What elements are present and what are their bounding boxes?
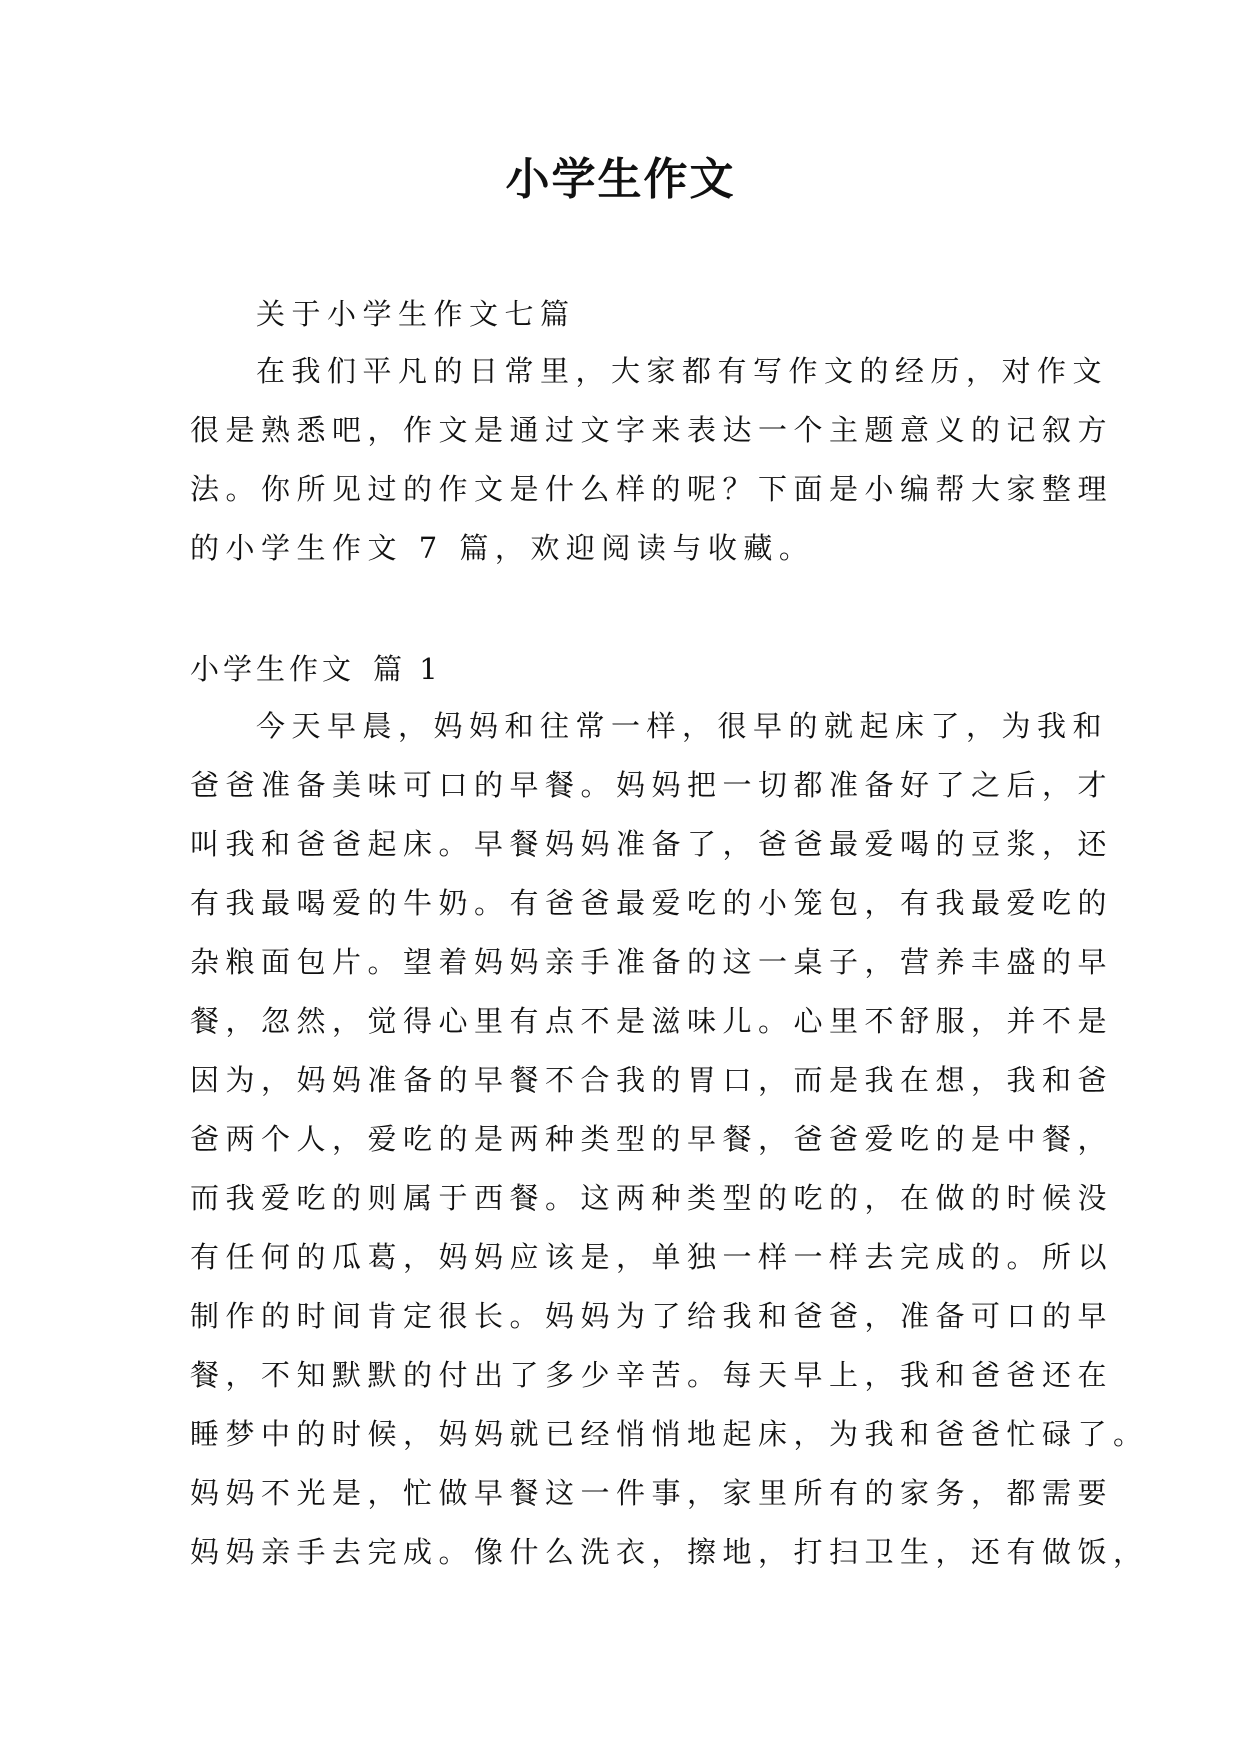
intro-line: 在我们平凡的日常里，大家都有写作文的经历，对作文 — [256, 354, 1109, 388]
document-subtitle: 关于小学生作文七篇 — [256, 297, 576, 331]
section-heading — [190, 640, 442, 699]
section-heading-number: 篇 1 — [373, 652, 442, 686]
body-line: 有我最喝爱的牛奶。有爸爸最爱吃的小笼包，有我最爱吃的 — [190, 886, 1114, 920]
intro-line: 法。你所见过的作文是什么样的呢？下面是小编帮大家整理 — [190, 472, 1114, 506]
body-line: 杂粮面包片。望着妈妈亲手准备的这一桌子，营养丰盛的早 — [190, 945, 1114, 979]
body-line: 有任何的瓜葛，妈妈应该是，单独一样一样去完成的。所以 — [190, 1240, 1114, 1274]
intro-paragraph — [190, 342, 1114, 578]
body-line: 妈妈亲手去完成。像什么洗衣，擦地，打扫卫生，还有做饭， — [190, 1535, 1149, 1569]
section-heading-title: 小学生作文 — [190, 652, 356, 686]
document-subtitle-block — [190, 285, 1052, 344]
section-body — [190, 697, 1149, 1582]
body-line: 餐，不知默默的付出了多少辛苦。每天早上，我和爸爸还在 — [190, 1358, 1114, 1392]
body-line: 叫我和爸爸起床。早餐妈妈准备了，爸爸最爱喝的豆浆，还 — [190, 827, 1114, 861]
body-line: 而我爱吃的则属于西餐。这两种类型的吃的，在做的时候没 — [190, 1181, 1114, 1215]
body-line: 制作的时间肯定很长。妈妈为了给我和爸爸，准备可口的早 — [190, 1299, 1114, 1333]
body-line: 爸两个人，爱吃的是两种类型的早餐，爸爸爱吃的是中餐， — [190, 1122, 1114, 1156]
body-line: 睡梦中的时候，妈妈就已经悄悄地起床，为我和爸爸忙碌了。 — [190, 1417, 1149, 1451]
intro-line: 很是熟悉吧，作文是通过文字来表达一个主题意义的记叙方 — [190, 413, 1114, 447]
body-line: 妈妈不光是，忙做早餐这一件事，家里所有的家务，都需要 — [190, 1476, 1114, 1510]
intro-line: 的小学生作文 7 篇，欢迎阅读与收藏。 — [190, 531, 815, 565]
body-line: 餐，忽然，觉得心里有点不是滋味儿。心里不舒服，并不是 — [190, 1004, 1114, 1038]
body-line: 今天早晨，妈妈和往常一样，很早的就起床了，为我和 — [256, 709, 1109, 743]
body-line: 因为，妈妈准备的早餐不合我的胃口，而是我在想，我和爸 — [190, 1063, 1114, 1097]
body-line: 爸爸准备美味可口的早餐。妈妈把一切都准备好了之后，才 — [190, 768, 1114, 802]
document-title: 小学生作文 — [505, 154, 736, 205]
